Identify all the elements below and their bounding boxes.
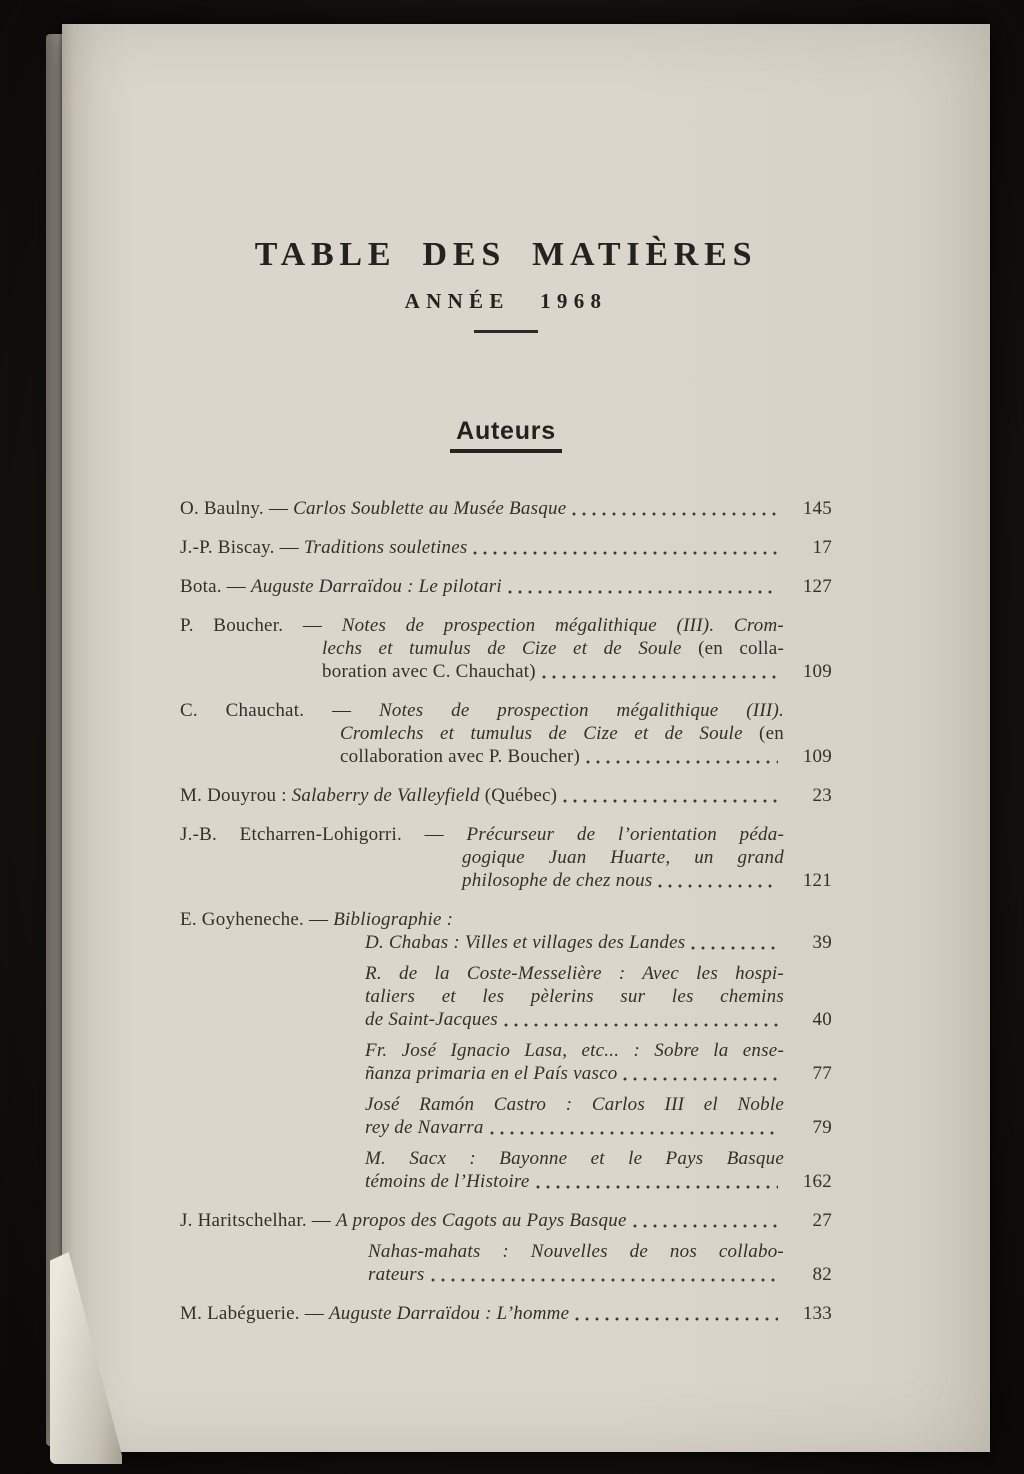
- toc-line: [180, 1116, 832, 1139]
- section-heading-wrap: [180, 417, 832, 453]
- toc-entry: [180, 699, 832, 768]
- entry-text: [365, 1093, 784, 1116]
- dot-leader: [569, 497, 778, 520]
- toc-line: [180, 869, 832, 892]
- toc-entry: [180, 1302, 832, 1325]
- entry-text: [322, 637, 784, 660]
- toc-line: [180, 1039, 832, 1062]
- toc-entry: [180, 784, 832, 807]
- work-title: lechs et tumulus de Cize et de Soule: [322, 638, 699, 659]
- page-number: 23: [812, 785, 832, 806]
- work-title: Bibliographie :: [333, 909, 454, 930]
- author-name: M. Douyrou :: [180, 785, 292, 806]
- work-title: Auguste Darraïdou : Le pilotari: [250, 576, 502, 597]
- work-title: taliers et les pèlerins sur les chemins: [365, 986, 784, 1007]
- entry-text: [365, 1062, 617, 1085]
- entry-text: [368, 1263, 425, 1286]
- toc-line: [180, 637, 832, 660]
- dot-leader: [505, 575, 778, 598]
- work-title: Notes de prospection mégalithique (III). Crom-: [341, 615, 784, 636]
- author-name: J.-B. Etcharren-Lohigorri. —: [180, 824, 467, 845]
- toc-line: [180, 1008, 832, 1031]
- entry-text: [365, 1147, 784, 1170]
- toc-line: [180, 614, 832, 637]
- toc-line: [180, 908, 832, 931]
- work-title: philosophe de chez nous: [462, 870, 653, 891]
- work-title: ñanza primaria en el País vasco: [365, 1063, 618, 1084]
- page-number: 79: [812, 1117, 832, 1138]
- work-title: Fr. José Ignacio Lasa, etc... : Sobre la ense-: [365, 1040, 784, 1061]
- toc-line: [180, 985, 832, 1008]
- section-heading: Auteurs: [450, 417, 562, 453]
- entry-text: [365, 985, 784, 1008]
- toc-line: [180, 660, 832, 683]
- toc-entry: [180, 1209, 832, 1286]
- page-number: 17: [812, 537, 832, 558]
- toc-line: [180, 931, 832, 954]
- toc-line: [180, 497, 832, 520]
- work-title: Précurseur de l’orientation péda-: [466, 824, 784, 845]
- toc-line: [180, 745, 832, 768]
- entry-text: [180, 699, 784, 722]
- toc-entry: [180, 614, 832, 683]
- dot-leader: [533, 1170, 778, 1193]
- dot-leader: [560, 784, 778, 807]
- entry-text: [365, 1170, 530, 1193]
- work-title: témoins de l’Histoire: [365, 1171, 530, 1192]
- page-number: 39: [812, 932, 832, 953]
- dot-leader: [487, 1116, 778, 1139]
- work-title: de Saint-Jacques: [365, 1009, 498, 1030]
- dot-leader: [470, 536, 778, 559]
- entry-text: [462, 869, 652, 892]
- page-number: 162: [802, 1171, 832, 1192]
- author-name: (en: [759, 723, 784, 744]
- toc-line: [180, 1209, 832, 1232]
- author-name: boration avec C. Chauchat): [322, 661, 536, 682]
- page-number: 145: [802, 498, 832, 519]
- work-title: A propos des Cagots au Pays Basque: [336, 1210, 627, 1231]
- entry-text: [180, 614, 784, 637]
- author-name: (en colla-: [698, 638, 784, 659]
- page-number: 77: [812, 1063, 832, 1084]
- entry-text: [365, 931, 685, 954]
- toc-line: [180, 784, 832, 807]
- author-name: E. Goyheneche. —: [180, 909, 334, 930]
- entry-text: [180, 1302, 569, 1325]
- work-title: R. de la Coste-Messelière : Avec les hospi-: [365, 963, 784, 984]
- work-title: rateurs: [368, 1264, 425, 1285]
- author-name: O. Baulny. —: [180, 498, 294, 519]
- page-number: 109: [802, 661, 832, 682]
- work-title: Notes de prospection mégalithique (III).: [378, 700, 784, 721]
- toc-line: [180, 962, 832, 985]
- entry-text: [180, 823, 784, 846]
- page-number: 127: [802, 576, 832, 597]
- page-number: 40: [812, 1009, 832, 1030]
- toc-line: [180, 823, 832, 846]
- toc-entry: [180, 497, 832, 520]
- toc-line: [180, 575, 832, 598]
- toc-entry: [180, 575, 832, 598]
- work-title: rey de Navarra: [365, 1117, 484, 1138]
- work-title: Cromlechs et tumulus de Cize et de Soule: [340, 723, 760, 744]
- toc-line: [180, 1263, 832, 1286]
- entry-text: [365, 1008, 498, 1031]
- entry-text: [368, 1240, 784, 1263]
- entry-text: [180, 908, 453, 931]
- toc-entries: [180, 497, 832, 1325]
- entry-text: [180, 1209, 627, 1232]
- work-title: D. Chabas : Villes et villages des Landes: [365, 932, 686, 953]
- document-subtitle: ANNÉE 1968: [404, 289, 608, 313]
- work-title: Auguste Darraïdou : L’homme: [328, 1303, 570, 1324]
- author-name: P. Boucher. —: [180, 615, 342, 636]
- toc-line: [180, 536, 832, 559]
- toc-entry: [180, 823, 832, 892]
- dot-leader: [572, 1302, 778, 1325]
- toc-entry: [180, 908, 832, 1193]
- title-rule: [474, 330, 538, 333]
- entry-text: [365, 1039, 784, 1062]
- entry-text: [180, 784, 557, 807]
- work-title: Salaberry de Valleyfield: [291, 785, 485, 806]
- toc-entry: [180, 536, 832, 559]
- entry-text: [340, 722, 784, 745]
- dot-leader: [688, 931, 778, 954]
- toc-line: [180, 1147, 832, 1170]
- work-title: José Ramón Castro : Carlos III el Noble: [365, 1094, 784, 1115]
- toc-line: [180, 1170, 832, 1193]
- work-title: Traditions souletines: [303, 537, 468, 558]
- author-name: J.-P. Biscay. —: [180, 537, 304, 558]
- author-name: collaboration avec P. Boucher): [340, 746, 581, 767]
- entry-text: [180, 575, 502, 598]
- dot-leader: [539, 660, 778, 683]
- author-name: (Québec): [484, 785, 558, 806]
- document-title: TABLE DES MATIÈRES: [254, 236, 758, 273]
- author-name: Bota. —: [180, 576, 251, 597]
- author-name: J. Haritschelhar. —: [180, 1210, 336, 1231]
- work-title: gogique Juan Huarte, un grand: [462, 847, 784, 868]
- entry-text: [180, 536, 467, 559]
- entry-text: [462, 846, 784, 869]
- scanned-page: [62, 24, 990, 1452]
- page-number: 133: [802, 1303, 832, 1324]
- dot-leader: [630, 1209, 778, 1232]
- author-name: C. Chauchat. —: [180, 700, 379, 721]
- work-title: M. Sacx : Bayonne et le Pays Basque: [365, 1148, 784, 1169]
- toc-line: [180, 1302, 832, 1325]
- dot-leader: [655, 869, 778, 892]
- work-title: Carlos Soublette au Musée Basque: [293, 498, 567, 519]
- toc-line: [180, 1093, 832, 1116]
- toc-line: [180, 699, 832, 722]
- dot-leader: [428, 1263, 779, 1286]
- page-number: 82: [812, 1264, 832, 1285]
- entry-text: [365, 962, 784, 985]
- entry-text: [180, 497, 566, 520]
- work-title: Nahas-mahats : Nouvelles de nos collabo-: [368, 1241, 784, 1262]
- entry-text: [340, 745, 580, 768]
- toc-line: [180, 846, 832, 869]
- page-number: 121: [802, 870, 832, 891]
- author-name: M. Labéguerie. —: [180, 1303, 329, 1324]
- dot-leader: [501, 1008, 778, 1031]
- toc-line: [180, 722, 832, 745]
- entry-text: [365, 1116, 484, 1139]
- toc-line: [180, 1240, 832, 1263]
- page-number: 27: [812, 1210, 832, 1231]
- entry-text: [322, 660, 536, 683]
- page-number: 109: [802, 746, 832, 767]
- toc-line: [180, 1062, 832, 1085]
- dot-leader: [583, 745, 778, 768]
- dot-leader: [620, 1062, 778, 1085]
